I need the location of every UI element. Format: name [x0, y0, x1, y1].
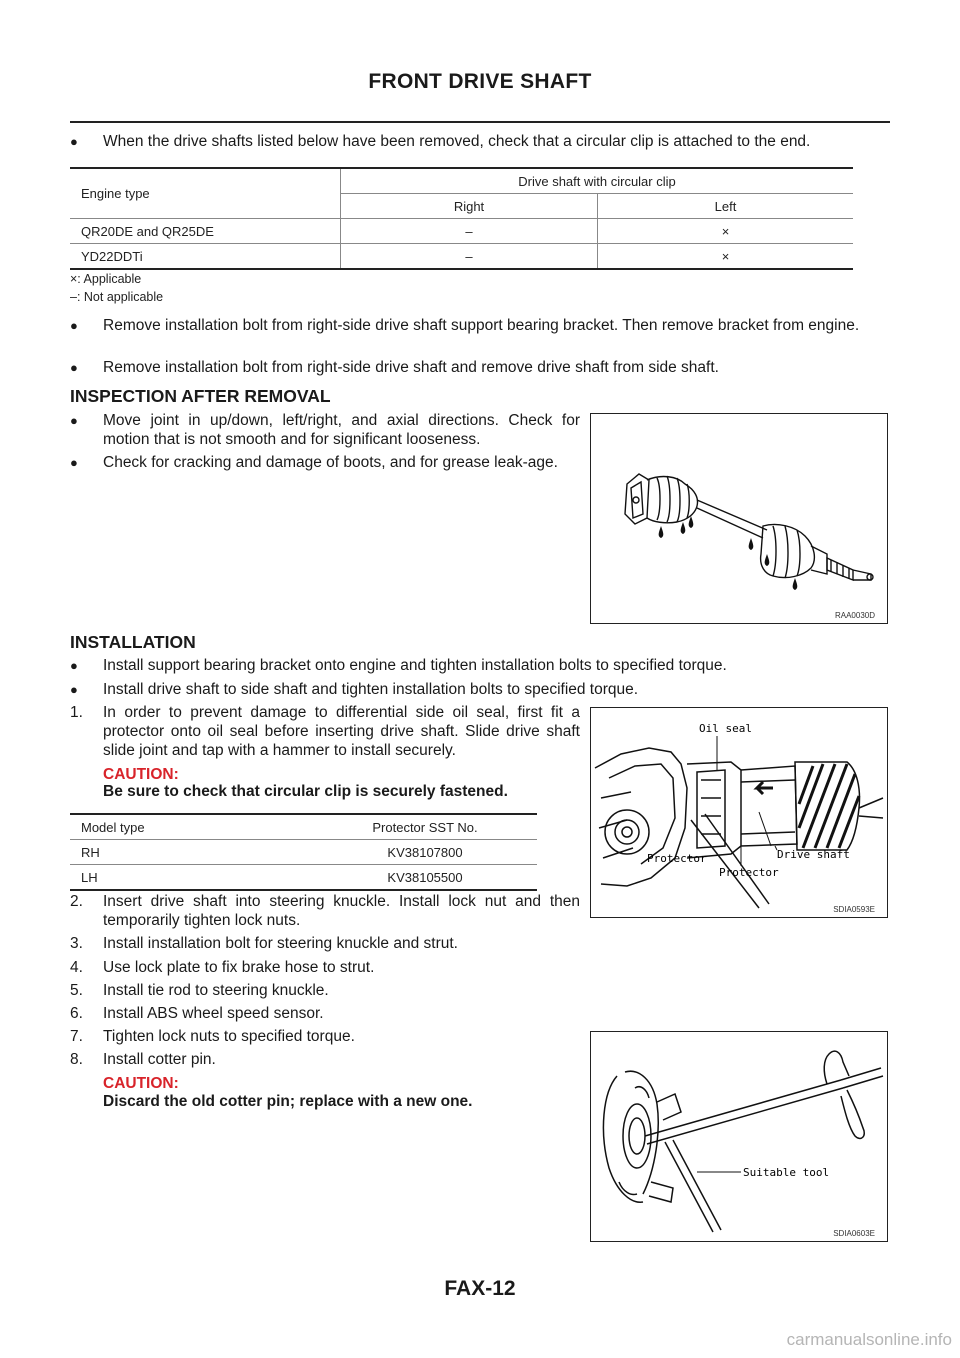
- note-applicable: ×: Applicable: [70, 272, 142, 286]
- cell-model: LH: [70, 865, 313, 891]
- step-text: In order to prevent damage to differential side oil seal, first fit a protector onto oil seal before inserting drive shaft. Slide drive shaft slide joint and tap with a hammer to install securely.: [103, 704, 580, 759]
- caution-text: Be sure to check that circular clip is securely fastened.: [103, 783, 508, 800]
- step-text: Install installation bolt for steering knuckle and strut.: [103, 935, 458, 952]
- label-protector-1: Protector: [647, 852, 707, 865]
- cell-sst: KV38107800: [313, 840, 537, 865]
- table-row: [70, 865, 537, 891]
- step-number: 8.: [70, 1051, 83, 1068]
- bullet-icon: ●: [70, 658, 78, 673]
- installation-heading: INSTALLATION: [70, 632, 196, 652]
- bullet-text: Install drive shaft to side shaft and tighten installation bolts to specified torque.: [103, 681, 639, 698]
- drive-shaft-illustration: [591, 414, 887, 623]
- cell-sst: KV38105500: [313, 865, 537, 891]
- watermark: carmanualsonline.info: [786, 1330, 952, 1349]
- col-right: Right: [341, 194, 598, 219]
- label-protector-2: Protector: [719, 866, 779, 879]
- step-text: Insert drive shaft into steering knuckle. Install lock nut and then temporarily tighten lock nuts.: [103, 893, 580, 929]
- table-row: [70, 840, 537, 865]
- cotter-pin-illustration: [591, 1032, 887, 1241]
- protector-illustration: [591, 708, 887, 917]
- caution-label: CAUTION:: [103, 1075, 179, 1092]
- step-number: 5.: [70, 982, 83, 999]
- bullet-icon: ●: [70, 318, 78, 333]
- label-drive-shaft: Drive shaft: [777, 848, 850, 861]
- step-text: Use lock plate to fix brake hose to strut.: [103, 959, 375, 976]
- bullet-icon: ●: [70, 360, 78, 375]
- cell-left: ×: [598, 219, 854, 244]
- step-number: 7.: [70, 1028, 83, 1045]
- table-row: [70, 244, 853, 270]
- note-not-applicable: –: Not applicable: [70, 290, 164, 304]
- bullet-text: Install support bearing bracket onto engine and tighten installation bolts to specified torque.: [103, 657, 727, 674]
- step-text: Install ABS wheel speed sensor.: [103, 1005, 324, 1022]
- circular-clip-table: [70, 167, 853, 270]
- label-oil-seal: Oil seal: [699, 722, 752, 735]
- cell-engine: YD22DDTi: [70, 244, 341, 270]
- bullet-text: Move joint in up/down, left/right, and axial directions. Check for motion that is not smooth and for significant looseness.: [103, 412, 580, 448]
- label-suitable-tool: Suitable tool: [743, 1166, 830, 1179]
- cell-left: ×: [598, 244, 854, 270]
- col-protector-sst: Protector SST No.: [313, 814, 537, 840]
- col-left: Left: [598, 194, 854, 219]
- page-title: FRONT DRIVE SHAFT: [368, 70, 592, 93]
- protector-sst-table: [70, 813, 537, 891]
- step-number: 2.: [70, 893, 83, 910]
- table-row: [70, 219, 853, 244]
- col-group-circular-clip: Drive shaft with circular clip: [341, 168, 854, 194]
- figure-id: SDIA0593E: [833, 905, 875, 914]
- col-model-type: Model type: [70, 814, 313, 840]
- drive-shaft-figure: [590, 413, 888, 624]
- page-number: FAX-12: [444, 1277, 516, 1300]
- caution-text: Discard the old cotter pin; replace with a new one.: [103, 1093, 473, 1110]
- bullet-text: Check for cracking and damage of boots, and for grease leak-age.: [103, 454, 558, 471]
- step-number: 3.: [70, 935, 83, 952]
- bullet-icon: ●: [70, 455, 78, 470]
- step-text: Install cotter pin.: [103, 1051, 216, 1068]
- bullet-text: Remove installation bolt from right-side drive shaft and remove drive shaft from side shaft.: [103, 359, 719, 376]
- step-number: 4.: [70, 959, 83, 976]
- figure-id: RAA0030D: [834, 611, 875, 620]
- cotter-pin-figure: [590, 1031, 888, 1242]
- cell-right: –: [341, 219, 598, 244]
- caution-label: CAUTION:: [103, 766, 179, 783]
- bullet-text: When the drive shafts listed below have been removed, check that a circular clip is attached to the end.: [103, 133, 811, 150]
- step-number: 6.: [70, 1005, 83, 1022]
- bullet-icon: ●: [70, 413, 78, 428]
- figure-id: SDIA0603E: [833, 1229, 875, 1238]
- col-engine-type: Engine type: [70, 168, 341, 219]
- cell-right: –: [341, 244, 598, 270]
- step-text: Install tie rod to steering knuckle.: [103, 982, 329, 999]
- bullet-icon: ●: [70, 682, 78, 697]
- step-text: Tighten lock nuts to specified torque.: [103, 1028, 355, 1045]
- inspection-heading: INSPECTION AFTER REMOVAL: [70, 386, 331, 406]
- cell-engine: QR20DE and QR25DE: [70, 219, 341, 244]
- cell-model: RH: [70, 840, 313, 865]
- bullet-text: Remove installation bolt from right-side drive shaft support bearing bracket. Then remove bracket from engine.: [103, 317, 860, 334]
- step-number: 1.: [70, 704, 83, 721]
- title-divider: [70, 121, 890, 123]
- bullet-icon: ●: [70, 134, 78, 149]
- protector-figure: [590, 707, 888, 918]
